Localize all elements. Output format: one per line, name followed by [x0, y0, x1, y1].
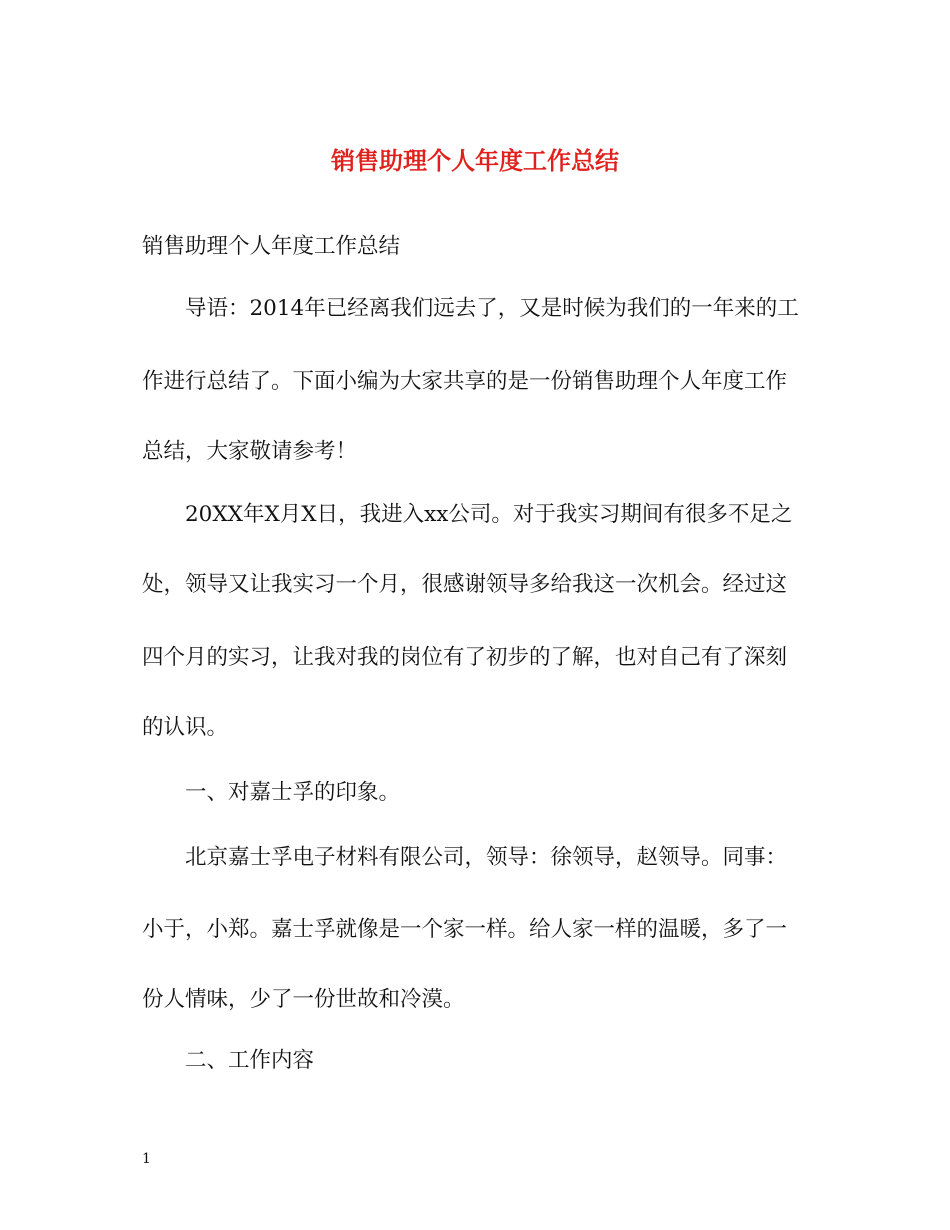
paragraph-intro-line-3: 总结，大家敬请参考！ [142, 439, 358, 464]
section-heading-2: 二、工作内容 [185, 1048, 315, 1073]
document-subtitle: 销售助理个人年度工作总结 [142, 234, 401, 259]
paragraph-intro-line-2: 作进行总结了。下面小编为大家共享的是一份销售助理个人年度工作 [142, 369, 788, 394]
document-title: 销售助理个人年度工作总结 [331, 146, 619, 175]
paragraph-start-line-1: 20XX年X月X日，我进入xx公司。对于我实习期间有很多不足之 [185, 502, 793, 527]
page-number: 1 [142, 1151, 151, 1167]
paragraph-company-line-1: 北京嘉士孚电子材料有限公司，领导：徐领导，赵领导。同事： [185, 845, 788, 870]
paragraph-intro-line-1: 导语：2014年已经离我们远去了，又是时候为我们的一年来的工 [185, 296, 799, 321]
paragraph-company-line-3: 份人情味，少了一份世故和冷漠。 [142, 987, 465, 1012]
paragraph-start-line-2: 处，领导又让我实习一个月，很感谢领导多给我这一次机会。经过这 [142, 572, 788, 597]
paragraph-company-line-2: 小于，小郑。嘉士孚就像是一个家一样。给人家一样的温暖，多了一 [142, 917, 788, 942]
paragraph-start-line-3: 四个月的实习，让我对我的岗位有了初步的了解，也对自己有了深刻 [142, 645, 788, 670]
section-heading-1: 一、对嘉士孚的印象。 [185, 780, 401, 805]
paragraph-start-line-4: 的认识。 [142, 715, 229, 740]
